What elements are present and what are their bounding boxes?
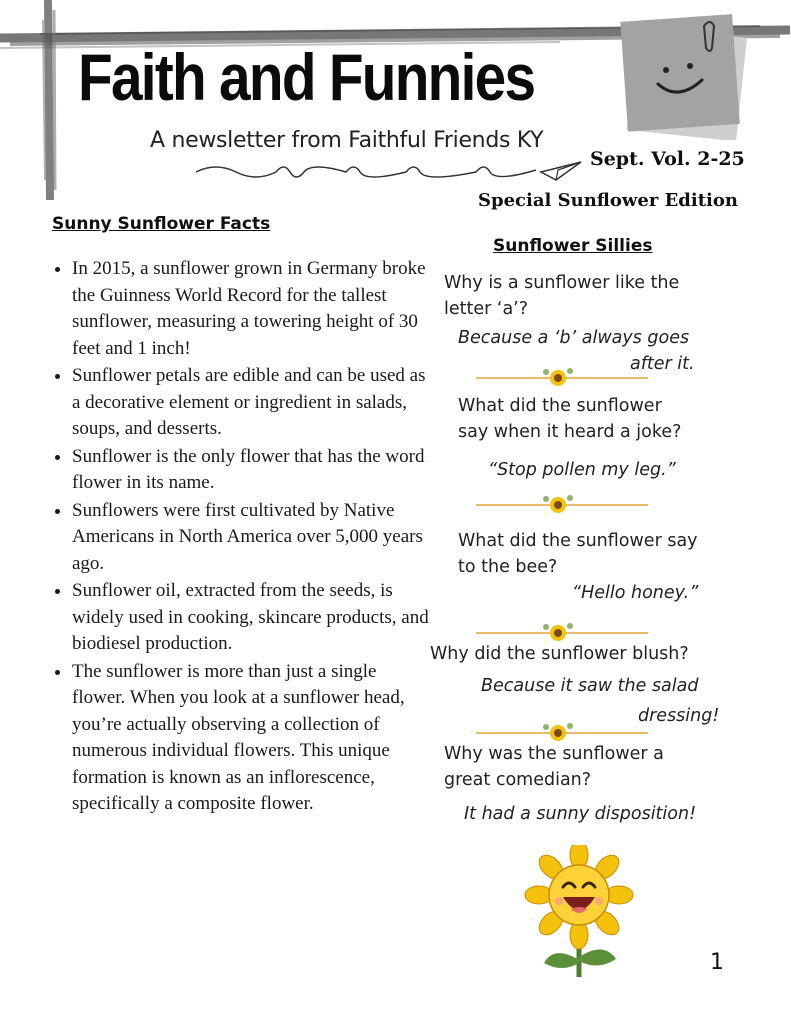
joke-question — [444, 270, 679, 322]
joke-question: Why did the sunflower blush? — [430, 644, 689, 664]
joke-question-line: letter ‘a’? — [444, 299, 529, 319]
fact-item: • Sunflowers were first cultivated by Native Americans in North America over 5,000 years ago. — [72, 498, 432, 578]
fact-item: • Sunflower petals are edible and can be used as a decorative element or ingredient in salads, soups, and desserts. — [72, 363, 432, 443]
joke-question-line: say when it heard a joke? — [458, 422, 682, 442]
edition-label: Special Sunflower Edition — [478, 190, 738, 211]
fact-item: • The sunflower is more than just a single flower. When you look at a sunflower head, you’re actually observing a collection of numerous individual flowers. This unique formation is known as an inflorescence, specifically a composite flower. — [72, 659, 432, 818]
paper-plane-squiggle-decoration — [196, 158, 586, 186]
joke-question-line: great comedian? — [444, 770, 592, 790]
laughing-sunflower-illustration — [524, 845, 634, 980]
joke-answer-line: after it. — [630, 354, 695, 374]
fact-item: • In 2015, a sunflower grown in Germany broke the Guinness World Record for the tallest sunflower, measuring a towering height of 30 feet and 1 inch! — [72, 256, 432, 362]
facts-heading: Sunny Sunflower Facts — [52, 214, 271, 234]
newsletter-title: Faith and Funnies — [78, 40, 535, 114]
joke-answer-line: Because it saw the salad — [481, 676, 699, 696]
sillies-heading: Sunflower Sillies — [493, 236, 653, 256]
joke-answer-line: It had a sunny disposition! — [464, 804, 697, 824]
sunflower-divider — [476, 492, 648, 518]
joke-question — [458, 393, 681, 445]
joke-answer-line: dressing! — [638, 706, 720, 726]
joke-answer-line: “Hello honey.” — [572, 583, 699, 603]
volume-label: Sept. Vol. 2-25 — [590, 148, 745, 170]
joke-question-line: Why was the sunflower a — [444, 744, 664, 764]
joke-question-line: to the bee? — [458, 557, 558, 577]
joke-answer-line: Because a ‘b’ always goes — [458, 328, 690, 348]
joke-question — [444, 741, 664, 793]
newsletter-subtitle: A newsletter from Faithful Friends KY — [150, 128, 544, 153]
joke-question-line: What did the sunflower say — [458, 531, 698, 551]
smiley-sticky-note — [618, 12, 748, 140]
page-number: 1 — [710, 950, 724, 975]
fact-item: • Sunflower oil, extracted from the seeds, is widely used in cooking, skincare products, and biodiesel production. — [72, 578, 432, 658]
brush-stroke-vertical — [30, 0, 70, 200]
facts-list — [48, 256, 432, 819]
joke-question-line: What did the sunflower — [458, 396, 662, 416]
fact-item: • Sunflower is the only flower that has the word flower in its name. — [72, 444, 432, 497]
joke-answer-line: “Stop pollen my leg.” — [488, 460, 676, 480]
joke-question-line: Why is a sunflower like the — [444, 273, 680, 293]
joke-question — [458, 528, 698, 580]
sunflower-divider — [476, 365, 648, 391]
